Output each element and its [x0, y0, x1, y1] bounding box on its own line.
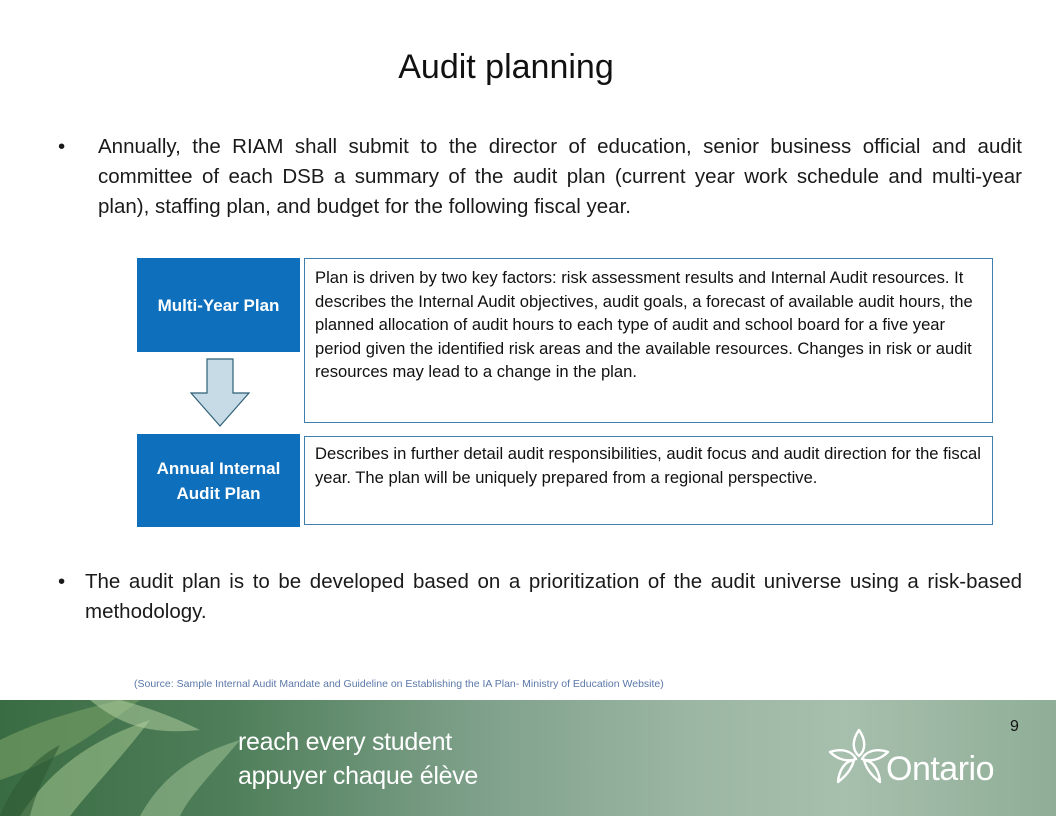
tagline-english: reach every student [238, 728, 452, 756]
multi-year-plan-box [137, 258, 300, 352]
bullet-text: The audit plan is to be developed based on a prioritization of the audit universe using a risk-based methodology. [85, 570, 1022, 623]
down-arrow-icon [190, 358, 250, 428]
multi-year-plan-description: Plan is driven by two key factors: risk assessment results and Internal Audit resources. It describes the Internal Audit objectives, audit goals, a forecast of available audit hours, the planned allocation of audit hours to each type of audit and school board for a five year period given the identified risk areas and the available resources. Changes in risk or audit resources may lead to a change in the plan. [304, 258, 993, 423]
leaf-pattern-icon [0, 700, 260, 816]
trillium-icon [824, 726, 894, 788]
bullet-annual-submission [58, 132, 1022, 222]
source-note: (Source: Sample Internal Audit Mandate and Guideline on Establishing the IA Plan- Ministry of Education Website) [134, 678, 664, 690]
ontario-logo-text: Ontario [886, 750, 994, 788]
bullet-risk-based [58, 567, 1022, 627]
annual-plan-label-line1: Annual Internal [156, 458, 281, 478]
annual-audit-plan-description: Describes in further detail audit responsibilities, audit focus and audit direction for the fiscal year. The plan will be uniquely prepared from a regional perspective. [304, 436, 993, 525]
multi-year-plan-label: Multi-Year Plan [157, 295, 280, 315]
bullet-text: Annually, the RIAM shall submit to the director of education, senior business official and audit committee of each DSB a summary of the audit plan (current year work schedule and multi-year plan), staffing plan, and budget for the following fiscal year. [98, 135, 1022, 218]
bullet-marker: • [58, 570, 66, 593]
page-number: 9 [1010, 718, 1019, 735]
tagline-french: appuyer chaque élève [238, 762, 479, 790]
annual-audit-plan-box [137, 434, 300, 527]
annual-plan-label-line2: Audit Plan [176, 483, 261, 503]
slide-title: Audit planning [398, 48, 614, 86]
bullet-marker: • [58, 135, 66, 158]
